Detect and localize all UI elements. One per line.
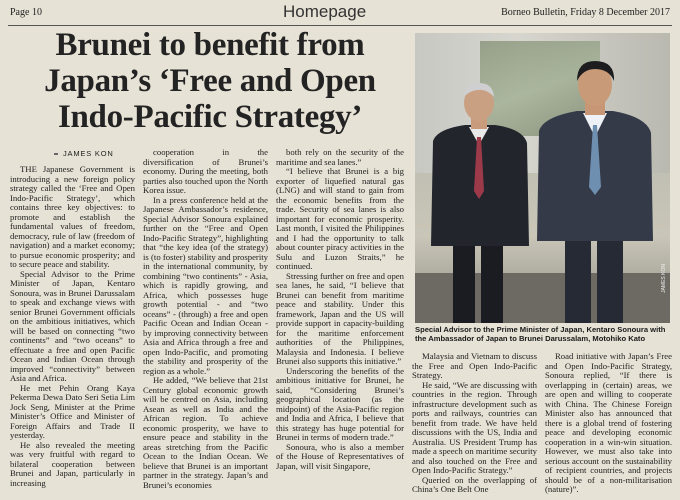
photo-credit: JAMES KON [661, 264, 667, 293]
photo-caption: Special Advisor to the Prime Minister of Japan, Kentaro Sonoura with the Ambassador of Japan to Brunei Darussalam, Motohiko Kato [415, 325, 666, 344]
page-number: Page 10 [10, 7, 42, 18]
article-paragraph: Stressing further on free and open sea lanes, he said, “I believe that Brunei can benefit from maritime peace and stability. Under this framework, Japan and the US will provide support in capacity-building for the maritime enforcement authorities of the Philippines, Malaysia and Indonesia. I believe Brunei also supports this initiative.” [276, 270, 404, 366]
article-paragraph: He also revealed the meeting was very fruitful with regard to bilateral cooperation between Brunei and Japan, particularly in increasing [10, 439, 135, 488]
byline-name: JAMES KON [63, 149, 114, 158]
page-header [0, 0, 680, 26]
article-paragraph: both rely on the security of the maritime and sea lanes.” [276, 148, 404, 167]
person-left [425, 81, 535, 323]
news-photo [415, 33, 670, 323]
article-paragraph: Special Advisor to the Prime Minister of Japan, Kentaro Sonoura, was in Brunei Darussalam to speak and exchange views with senior Brunei Government officials on the ambitious initiatives, which will be based on connecting “two continents” and “two oceans” to effectuate a free and open Pacific Ocean and Indian Ocean through improved “connectivity” between Asia and Africa. [10, 268, 135, 383]
article-paragraph: In a press conference held at the Japanese Ambassador’s residence, Special Advisor Sonoura explained further on the “Free and Open Indo-Pacific Strategy”, highlighting that “the key idea (of the strategy) is (to foster) stability and prosperity in the international community, by combining “two continents” - Asia, which is rapidly growing, and Africa, which possesses huge growth potential - and “two oceans” - (through) a free and open Pacific Ocean and Indian Ocean - by improving connectivity between Asia and Africa through a free and open Indo-Pacific, and promoting the stability and prosperity of the region as a whole.” [143, 194, 268, 376]
article-paragraph: Malaysia and Vietnam to discuss the Free and Open Indo-Pacific Strategy. [412, 352, 537, 380]
article-paragraph: cooperation in the diversification of Brunei’s economy. During the meeting, both parties also touched upon the North Korea issue. [143, 148, 268, 195]
article-paragraph: THE Japanese Government is introducing a new foreign policy strategy called the ‘Free and Open Indo-Pacific Strategy’, which contains three key objectives: to promote and establish the fundamental values of freedom, democracy, rule of law (freedom of navigation) and a market economy; to pursue economic prosperity; and to secure peace and stability. [10, 165, 135, 269]
header-rule [8, 25, 672, 26]
article-column-5 [545, 352, 672, 500]
article-paragraph: Queried on the overlapping of China’s One Belt One [412, 474, 537, 494]
article-paragraph: Sonoura, who is also a member of the House of Representatives of Japan, will visit Singapore, [276, 441, 404, 471]
person-right [525, 59, 665, 323]
byline-bar [54, 153, 58, 155]
article-paragraph: He met Pehin Orang Kaya Pekerma Dewa Dato Seri Setia Lim Jock Seng, Minister at the Prime Minister’s Office and Minister of Foreign Affairs and Trade II yesterday. [10, 382, 135, 440]
article-paragraph: Underscoring the benefits of the ambitious initiative for Brunei, he said, “Considering Brunei’s geographical location (as the midpoint) of the Asia-Pacific region and India and Africa, I believe that this strategy has huge potential for Brunei in terms of modern trade.” [276, 365, 404, 442]
article-column-2 [143, 148, 268, 500]
article-paragraph: He added, “We believe that 21st Century global economic growth will be centred on Asia, including Asean as well as India and the African region. To achieve economic prosperity, we have to ensure peace and stability in the areas stretching from the Pacific Ocean to the Indian Ocean. We believe that Brunei is an important partner in the strategy. Japan’s and Brunei’s economies [143, 375, 268, 490]
headline: Brunei to benefit from Japan’s ‘Free and Open Indo-Pacific Strategy’ [44, 27, 376, 135]
article-column-1 [10, 165, 135, 500]
dateline: Borneo Bulletin, Friday 8 December 2017 [501, 7, 670, 18]
article-column-4 [412, 352, 537, 500]
article-paragraph: Road initiative with Japan’s Free and Open Indo-Pacific Strategy, Sonoura replied, “If there is overlapping in (certain) areas, we are open and willing to cooperate with China. The Chinese Foreign Minister also has announced that there is a global trend of fostering peace and developing economic cooperation in a win-win situation. However, we must also take into serious account on the sustainability of recipient countries, and projects should be of a non-militarisation (nature)”. [545, 352, 672, 494]
article-paragraph: He said, “We are discussing with countries in the region. Through infrastructure development such as ports and railways, countries can benefit from trade. We have held discussions with the US, India and Australia. US President Trump has made a speech on maritime security and also touched on the Free and Open Indo-Pacific Strategy.” [412, 379, 537, 475]
article-column-3 [276, 148, 404, 500]
article-paragraph: “I believe that Brunei is a big exporter of liquefied natural gas (LNG) and will stand to gain from the economic benefits from the trade. Security of sea lanes is also important for economic prosperity. Last month, I visited the Philippines and I had the opportunity to talk about counter piracy activities in the Sulu and Luzon Straits,” he continued. [276, 166, 404, 271]
byline [8, 147, 133, 163]
section-title: Homepage [283, 2, 367, 21]
